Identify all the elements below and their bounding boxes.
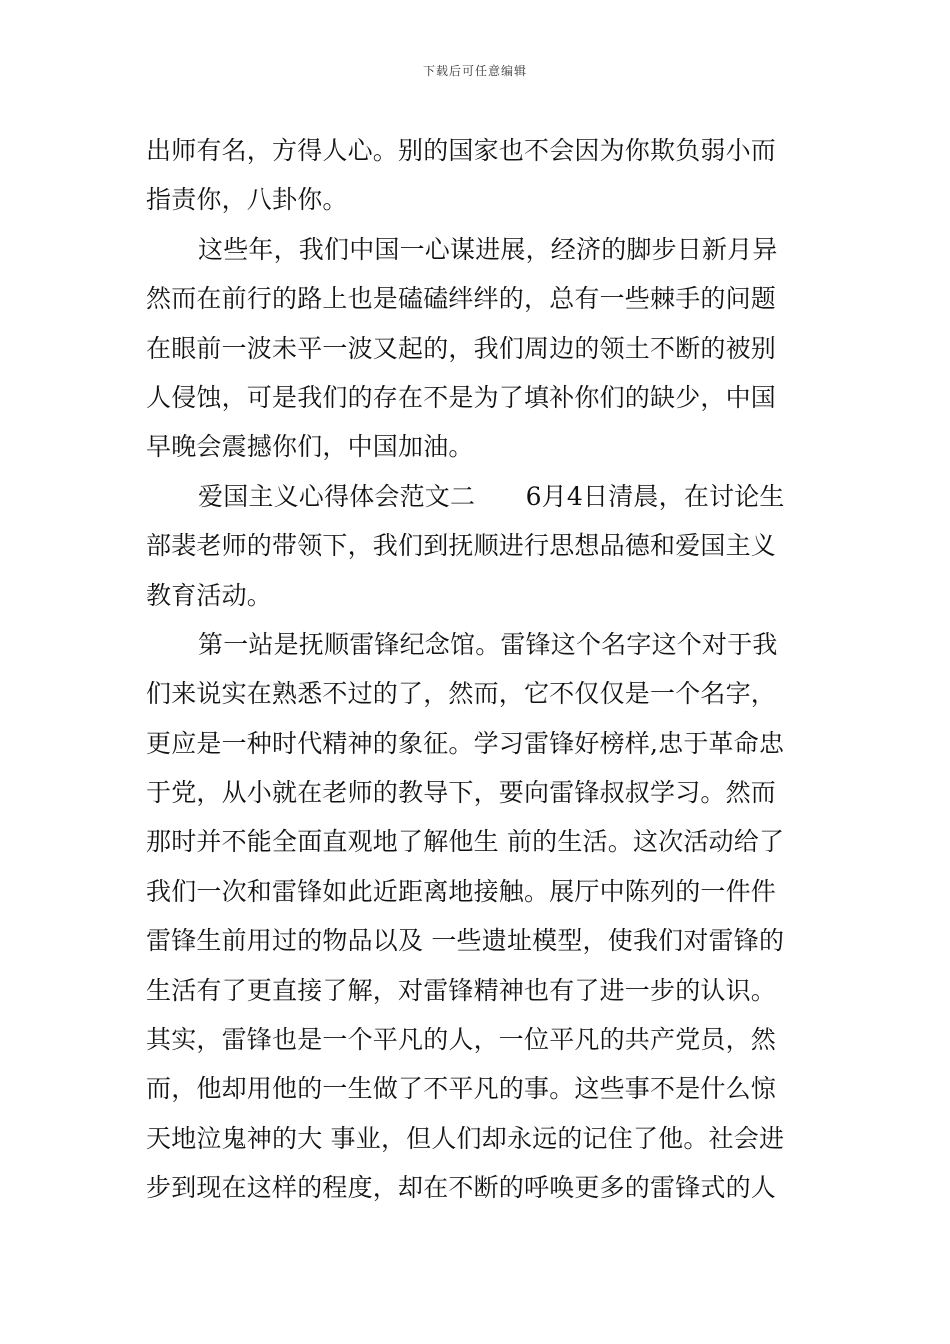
text-line: 而，他却用他的一生做了不平凡的事。这些事不是什么惊 bbox=[146, 1074, 777, 1104]
text-line: 们来说实在熟悉不过的了，然而，它不仅仅是一个名字， bbox=[146, 679, 777, 709]
page-header: 下载后可任意编辑 bbox=[422, 64, 527, 78]
text-line: 早晚会震撼你们，中国加油。 bbox=[146, 432, 474, 462]
text-line: 在眼前一波未平一波又起的，我们周边的领土不断的被别 bbox=[146, 333, 777, 363]
text-line: 爱国主义心得体会范文二 6月4日清晨，在讨论生 bbox=[198, 481, 785, 511]
text-line: 于党，从小就在老师的教导下，要向雷锋叔叔学习。然而 bbox=[146, 778, 777, 808]
text-line: 出师有名，方得人心。别的国家也不会因为你欺负弱小而 bbox=[146, 136, 777, 165]
text-line: 雷锋生前用过的物品以及 一些遗址模型，使我们对雷锋的 bbox=[146, 926, 785, 956]
text-line: 人侵蚀，可是我们的存在不是为了填补你们的缺少，中国 bbox=[146, 382, 777, 412]
text-line: 那时并不能全面直观地了解他生 前的生活。这次活动给了 bbox=[146, 827, 785, 857]
text-line: 部裴老师的带领下，我们到抚顺进行思想品德和爱国主义 bbox=[146, 531, 777, 561]
text-line: 第一站是抚顺雷锋纪念馆。雷锋这个名字这个对于我 bbox=[198, 629, 778, 659]
text-line: 天地泣鬼神的大 事业，但人们却永远的记住了他。社会进 bbox=[146, 1123, 785, 1153]
document-body bbox=[146, 126, 808, 1213]
text-line: 步到现在这样的程度，却在不断的呼唤更多的雷锋式的人 bbox=[146, 1173, 777, 1203]
text-line: 我们一次和雷锋如此近距离地接触。展厅中陈列的一件件 bbox=[146, 876, 777, 906]
text-line: 教育活动。 bbox=[146, 580, 273, 610]
text-line: 其实，雷锋也是一个平凡的人，一位平凡的共产党员，然 bbox=[146, 1025, 777, 1055]
text-line: 然而在前行的路上也是磕磕绊绊的，总有一些棘手的问题 bbox=[146, 284, 777, 314]
text-line: 指责你，八卦你。 bbox=[146, 185, 348, 215]
text-line: 生活有了更直接了解，对雷锋精神也有了进一步的认识。 bbox=[146, 975, 777, 1005]
text-line: 更应是一种时代精神的象征。学习雷锋好榜样,忠于革命忠 bbox=[146, 728, 785, 758]
text-line: 这些年，我们中国一心谋进展，经济的脚步日新月异 bbox=[198, 234, 778, 264]
